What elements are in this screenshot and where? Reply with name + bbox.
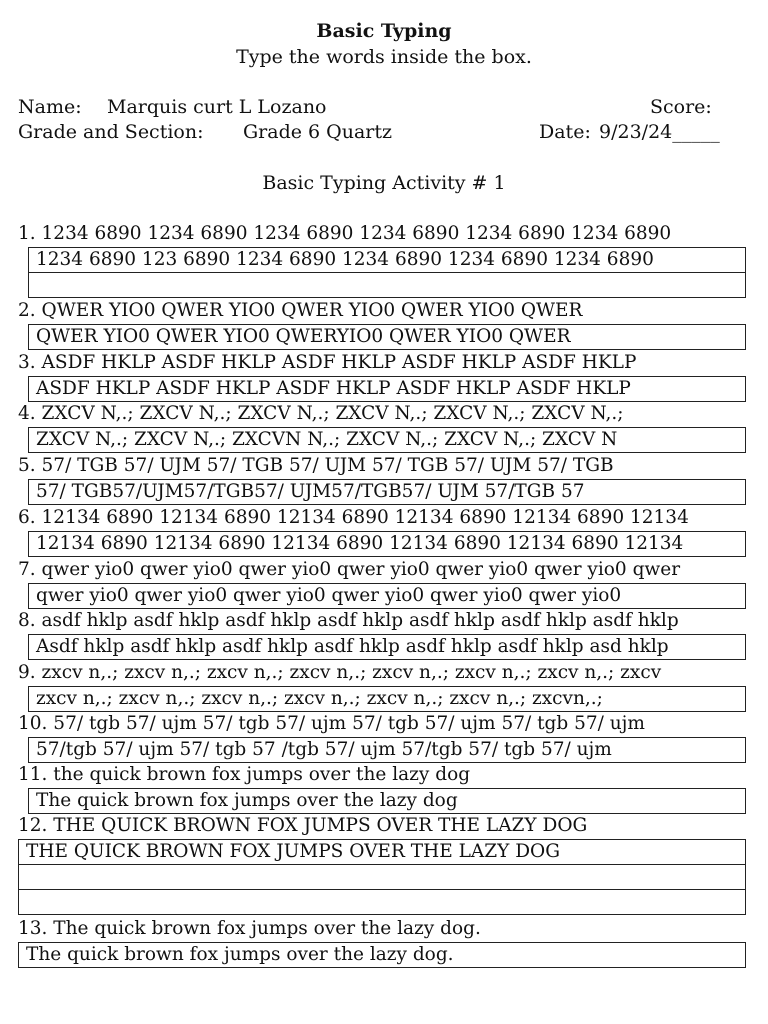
answer-line[interactable]: qwer yio0 qwer yio0 qwer yio0 qwer yio0 qwer yio0 qwer yio0 <box>36 585 622 606</box>
exercise-prompt: 5. 57/ TGB 57/ UJM 57/ TGB 57/ UJM 57/ TGB 57/ UJM 57/ TGB <box>18 455 614 476</box>
name-label: Name: <box>18 96 82 118</box>
answer-box[interactable] <box>28 427 746 453</box>
exercise-prompt: 10. 57/ tgb 57/ ujm 57/ tgb 57/ ujm 57/ tgb 57/ ujm 57/ tgb 57/ ujm <box>18 713 645 734</box>
exercise-prompt: 4. ZXCV N,.; ZXCV N,.; ZXCV N,.; ZXCV N,.; ZXCV N,.; ZXCV N,.; <box>18 403 624 424</box>
exercise-12 <box>18 813 748 915</box>
answer-line[interactable]: The quick brown fox jumps over the lazy dog. <box>26 944 454 965</box>
answer-line[interactable]: zxcv n,.; zxcv n,.; zxcv n,.; zxcv n,.; zxcv n,.; zxcv n,.; zxcvn,.; <box>36 688 603 709</box>
exercise-1 <box>18 221 748 298</box>
answer-box[interactable] <box>18 942 746 968</box>
exercise-4 <box>18 401 748 453</box>
exercise-prompt: 11. the quick brown fox jumps over the lazy dog <box>18 764 471 785</box>
answer-line[interactable]: THE QUICK BROWN FOX JUMPS OVER THE LAZY DOG <box>26 841 560 862</box>
date-value: 9/23/24_____ <box>599 121 720 143</box>
exercise-3 <box>18 350 748 402</box>
answer-line[interactable] <box>29 272 745 297</box>
answer-line[interactable]: Asdf hklp asdf hklp asdf hklp asdf hklp asdf hklp asdf hklp asd hklp <box>36 636 669 657</box>
grade-section-label: Grade and Section: <box>18 121 204 143</box>
answer-box[interactable] <box>28 531 746 557</box>
exercise-prompt: 7. qwer yio0 qwer yio0 qwer yio0 qwer yio0 qwer yio0 qwer yio0 qwer <box>18 559 681 580</box>
answer-line[interactable]: QWER YIO0 QWER YIO0 QWERYIO0 QWER YIO0 QWER <box>36 326 571 347</box>
answer-line[interactable]: 57/tgb 57/ ujm 57/ tgb 57 /tgb 57/ ujm 57/tgb 57/ tgb 57/ ujm <box>36 739 612 760</box>
exercise-prompt: 8. asdf hklp asdf hklp asdf hklp asdf hklp asdf hklp asdf hklp asdf hklp <box>18 610 679 631</box>
exercise-prompt: 12. THE QUICK BROWN FOX JUMPS OVER THE LAZY DOG <box>18 815 588 836</box>
worksheet-title: Basic Typing <box>316 20 452 42</box>
answer-line[interactable]: ZXCV N,.; ZXCV N,.; ZXCVN N,.; ZXCV N,.; ZXCV N,.; ZXCV N <box>36 429 618 450</box>
answer-box[interactable] <box>28 686 746 712</box>
exercise-prompt: 3. ASDF HKLP ASDF HKLP ASDF HKLP ASDF HKLP ASDF HKLP <box>18 352 637 373</box>
exercise-11 <box>18 762 748 814</box>
exercise-prompt: 2. QWER YIO0 QWER YIO0 QWER YIO0 QWER YIO0 QWER <box>18 300 583 321</box>
exercise-5 <box>18 453 748 505</box>
exercise-7 <box>18 557 748 609</box>
answer-box[interactable] <box>28 247 746 298</box>
exercise-prompt: 13. The quick brown fox jumps over the lazy dog. <box>18 918 481 939</box>
exercise-prompt: 9. zxcv n,.; zxcv n,.; zxcv n,.; zxcv n,.; zxcv n,.; zxcv n,.; zxcv n,.; zxcv <box>18 662 662 683</box>
answer-line[interactable] <box>19 864 745 889</box>
exercise-9 <box>18 660 748 712</box>
answer-box[interactable] <box>28 583 746 609</box>
answer-box[interactable] <box>28 324 746 350</box>
exercise-2 <box>18 298 748 350</box>
worksheet-instructions: Type the words inside the box. <box>236 46 532 68</box>
exercise-13 <box>18 916 748 968</box>
answer-box[interactable] <box>28 479 746 505</box>
answer-line[interactable]: ASDF HKLP ASDF HKLP ASDF HKLP ASDF HKLP ASDF HKLP <box>36 378 631 399</box>
exercise-6 <box>18 505 748 557</box>
answer-line[interactable]: 57/ TGB57/UJM57/TGB57/ UJM57/TGB57/ UJM 57/TGB 57 <box>36 481 585 502</box>
answer-box[interactable] <box>28 788 746 814</box>
answer-line[interactable]: 1234 6890 123 6890 1234 6890 1234 6890 1234 6890 1234 6890 <box>36 249 654 270</box>
answer-box[interactable] <box>28 634 746 660</box>
exercise-prompt: 1. 1234 6890 1234 6890 1234 6890 1234 6890 1234 6890 1234 6890 <box>18 223 672 244</box>
score-label: Score: <box>650 96 712 118</box>
activity-title: Basic Typing Activity # 1 <box>262 172 506 194</box>
answer-line[interactable] <box>19 889 745 914</box>
name-value: Marquis curt L Lozano <box>107 96 327 118</box>
answer-box[interactable] <box>28 376 746 402</box>
answer-line[interactable]: The quick brown fox jumps over the lazy dog <box>36 790 458 811</box>
date-label: Date: <box>539 121 591 143</box>
exercise-prompt: 6. 12134 6890 12134 6890 12134 6890 12134 6890 12134 6890 12134 <box>18 507 689 528</box>
answer-box[interactable] <box>18 839 746 915</box>
answer-line[interactable]: 12134 6890 12134 6890 12134 6890 12134 6890 12134 6890 12134 <box>36 533 684 554</box>
exercise-8 <box>18 608 748 660</box>
exercise-10 <box>18 711 748 763</box>
grade-section-value: Grade 6 Quartz <box>243 121 393 143</box>
answer-box[interactable] <box>28 737 746 763</box>
